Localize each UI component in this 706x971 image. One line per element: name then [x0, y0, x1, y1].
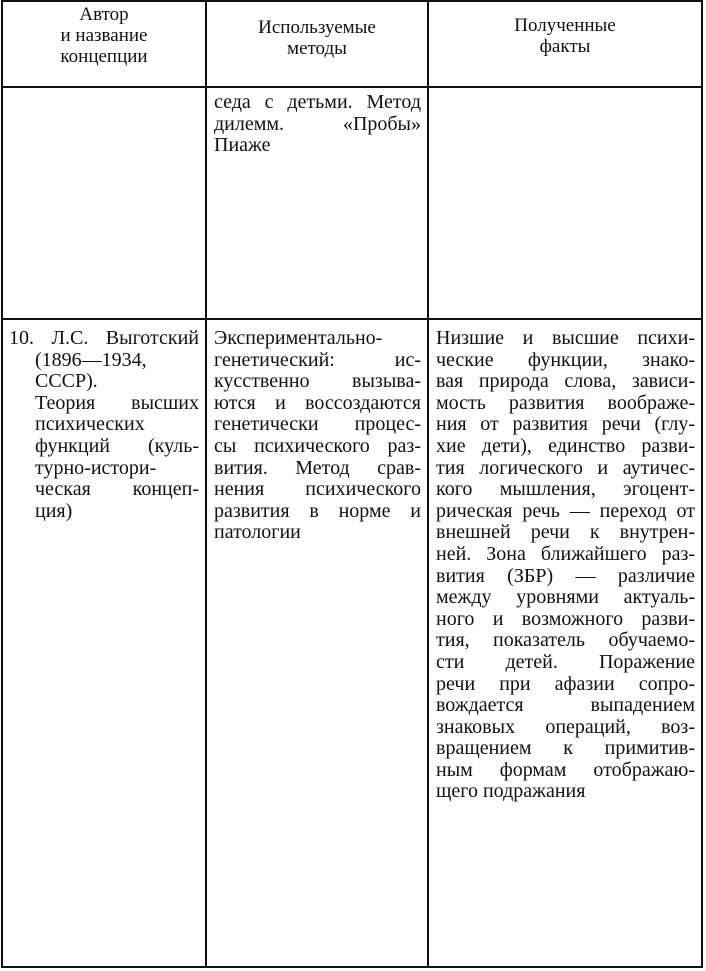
methods-cell [214, 328, 421, 544]
text-line: вития (ЗБР) — различие [436, 564, 695, 587]
text-line: тия, показатель обучаемо- [436, 629, 695, 652]
text-line: вождается выпадением [436, 694, 695, 717]
text-line: ческая концеп- [35, 478, 199, 501]
header-author-concept [7, 4, 201, 67]
text-line: генетически процес- [214, 413, 421, 436]
text-line: генетический: ис- [214, 348, 421, 371]
text-line: хие дети), единство разви- [436, 434, 695, 457]
text-line: рическая речь — переход от [436, 499, 695, 522]
text-line: ческие функции, знако- [436, 348, 695, 371]
text-line: Пиаже [214, 134, 271, 157]
row-divider [1, 318, 703, 320]
text-line: сы психического раз- [214, 434, 421, 457]
text-line: Теория высших [35, 391, 199, 414]
text-line: нения психического [214, 478, 421, 501]
text-line: ного и возможного разви- [436, 607, 695, 630]
text-line: мость развития воображе- [436, 391, 695, 414]
author-cell [9, 328, 199, 522]
column-divider-1 [205, 0, 207, 968]
text-line: вращением к примитив- [436, 737, 695, 760]
text-line: Низшие и высшие психи- [436, 327, 695, 349]
text-line: ней. Зона ближайшего раз- [436, 542, 695, 565]
table-border-bottom [1, 966, 703, 968]
concept-table [1, 0, 703, 968]
header-line: факты [539, 36, 591, 57]
text-line: ются и воссоздаются [214, 391, 421, 414]
text-line: кого мышления, эгоцент- [436, 478, 695, 501]
text-line: внешней речи к внутрен- [436, 521, 695, 544]
header-line: Автор [79, 4, 129, 25]
table-border-left [1, 0, 3, 968]
text-line: патологии [214, 521, 301, 544]
facts-cell [436, 328, 695, 803]
text-line: психических [35, 413, 145, 436]
text-line: вития. Метод срав- [214, 456, 421, 479]
text-line: сти детей. Поражение [436, 650, 695, 673]
table-border-right [701, 0, 703, 968]
header-methods [211, 17, 423, 59]
text-line: (1896—1934, [35, 348, 147, 371]
text-line: дилемм. «Пробы» [214, 112, 421, 135]
text-line: турно-истори- [35, 456, 157, 479]
text-line: тия логического и аутичес- [436, 456, 695, 479]
header-line: Используемые [258, 17, 376, 38]
header-line: Полученные [514, 15, 616, 36]
continued-methods-cell [214, 92, 421, 157]
text-line: щего подражания [436, 780, 586, 803]
text-line: функций (куль- [35, 434, 199, 457]
header-divider [1, 86, 703, 88]
header-facts [433, 15, 697, 57]
table-border-top [1, 0, 703, 2]
text-line: 10. Л.С. Выготский [9, 327, 199, 349]
text-line: Экспериментально- [214, 327, 383, 349]
header-line: методы [287, 38, 347, 59]
text-line: речи при афазии сопро- [436, 672, 695, 695]
header-line: и название [60, 25, 148, 46]
column-divider-2 [427, 0, 429, 968]
header-line: концепции [60, 46, 148, 67]
text-line: СССР). [35, 370, 98, 393]
text-line: ция) [35, 499, 73, 522]
text-line: между уровнями актуаль- [436, 586, 695, 609]
text-line: знаковых операций, воз- [436, 715, 695, 738]
text-line: седа с детьми. Метод [214, 91, 421, 113]
text-line: развития в норме и [214, 499, 421, 522]
text-line: вая природа слова, зависи- [436, 370, 695, 393]
text-line: кусственно вызыва- [214, 370, 421, 393]
text-line: ным формам отображаю- [436, 758, 695, 781]
text-line: ния от развития речи (глу- [436, 413, 695, 436]
